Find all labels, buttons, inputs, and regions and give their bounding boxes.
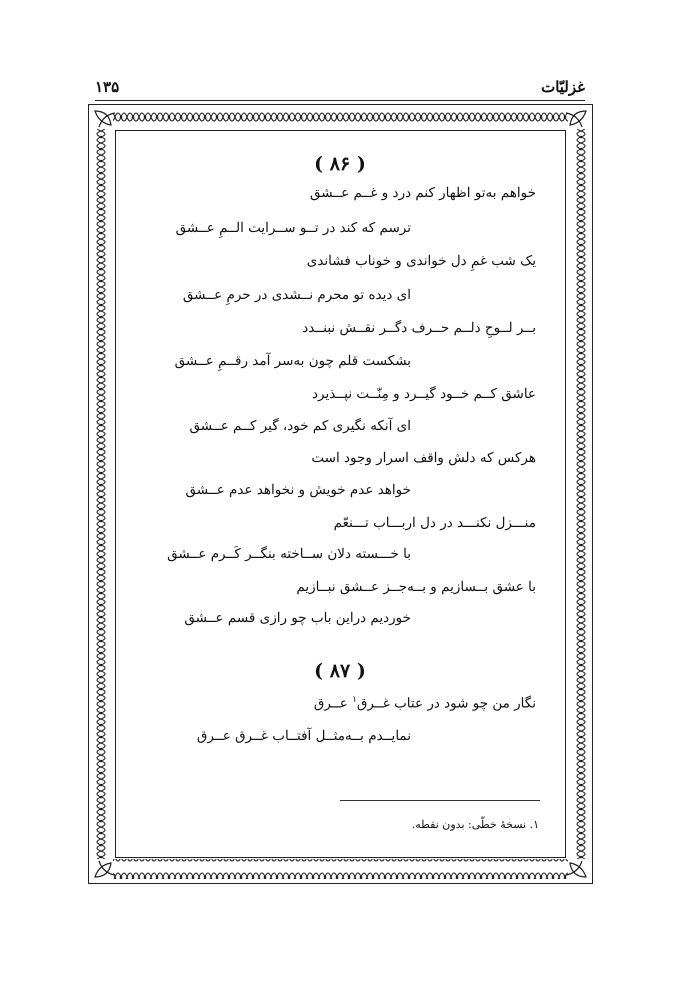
verse-line: با عشق بــسازیم و بــه‌جــز عــشق نبــازیم	[296, 579, 536, 595]
corner-ornament-tr	[566, 111, 586, 127]
footnote: ۱. نسخهٔ خطّی: بدون نقطه.	[411, 818, 539, 831]
verse-line: یک شب غمِ دل خواندی و خوناب فشاندی	[306, 253, 536, 269]
corner-ornament-br	[566, 861, 586, 877]
ornament-left	[93, 129, 113, 859]
verse-line: خواهم به‌تو اظهار کنم درد و غــم عــشق	[309, 185, 536, 201]
verse-line: منـــزل نکنـــد در دل اربـــاب تـــنعّم	[333, 515, 536, 531]
ghazal-number: ( ۸۶ )	[314, 153, 366, 175]
ornament-bottom	[113, 859, 568, 879]
page-number: ۱۳۵	[95, 78, 120, 96]
verse-line: عاشق کــم خــود گیــرد و مِنّــت نپــذیرد	[312, 386, 536, 402]
footnote-marker: ۱	[352, 695, 357, 705]
verse-line: بــر لــوحِ دلــم حــرف دگــر نقــش نبنــدد	[302, 320, 536, 336]
verse-line: خوردیم دراین باب چو رازی قسم عــشق	[184, 610, 411, 626]
verse-text-tail: عــرق	[313, 695, 348, 712]
verse-line: هرکس که دلش واقف اسرار وجود است	[311, 450, 536, 466]
ghazal-number: ( ۸۷ )	[314, 660, 366, 682]
header-rule	[95, 100, 585, 101]
ornament-right	[568, 129, 588, 859]
verse-line-with-footnote	[314, 695, 536, 712]
verse-line: با خـــسته دلان ســاخته بنگــر کَــرم عــشق	[167, 546, 411, 562]
verse-line: خواهد عدم خویش و نخواهد عدم عــشق	[185, 482, 411, 498]
verse-text: نگار من چو شود در عتاب غــرق	[356, 695, 536, 712]
verse-line: نمایــدم بــه‌مثــل آفتــاب غــرق عــرق	[196, 728, 411, 744]
verse-line: ای دیده تو محرم نــشدی در حرمِ عــشق	[182, 287, 411, 303]
ornament-top	[113, 109, 568, 129]
running-head	[95, 78, 585, 100]
verse-line: ای آنکه نگیری کم خود، گیر کــم عــشق	[189, 418, 411, 434]
corner-ornament-bl	[95, 861, 115, 877]
corner-ornament-tl	[95, 111, 115, 127]
section-title: غزلیّات	[541, 78, 585, 96]
footnote-rule	[340, 800, 540, 801]
verse-line: ترسم که کند در تــو ســرایت الــمِ عــشق	[175, 220, 411, 236]
verse-line: بشکست قلم چون به‌سر آمد رقــمِ عــشق	[174, 353, 411, 369]
